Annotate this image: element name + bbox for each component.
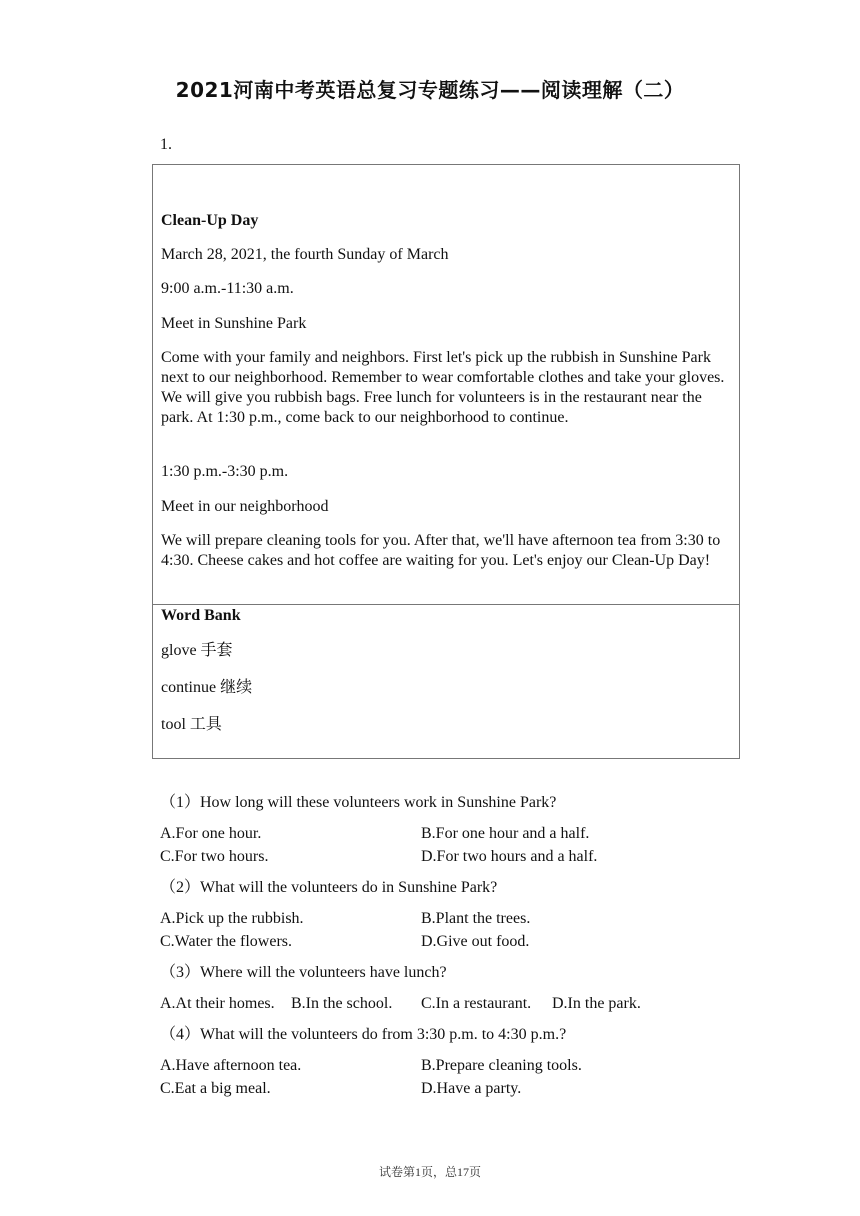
option-a[interactable]: A.Pick up the rubbish. <box>160 910 304 927</box>
option-c[interactable]: C.In a restaurant. <box>421 995 532 1012</box>
word-bank-heading: Word Bank <box>161 607 241 624</box>
afternoon-text: We will prepare cleaning tools for you. After that, we'll have afternoon tea from 3:30 to 4:30. Cheese cakes and hot coffee are waiting for you. Let's enjoy our Clean-Up Day! <box>161 532 721 569</box>
morning-place: Meet in Sunshine Park <box>161 315 307 332</box>
question-number: 1. <box>160 136 172 153</box>
option-a[interactable]: A.For one hour. <box>160 825 262 842</box>
option-a[interactable]: A.At their homes. <box>160 995 275 1012</box>
option-d[interactable]: D.Have a party. <box>421 1080 522 1097</box>
question-stem: （4）What will the volunteers do from 3:30 p.m. to 4:30 p.m.? <box>160 1026 567 1043</box>
option-c[interactable]: C.Eat a big meal. <box>160 1080 271 1097</box>
morning-text: Come with your family and neighbors. First let's pick up the rubbish in Sunshine Park next to our neighborhood. Remember to wear comfortable clothes and take your gloves. We will give you rubbish bags. Free lunch for volunteers is in the restaurant near the park. At 1:30 p.m., come back to our neighborhood to continue. <box>161 349 725 426</box>
option-b[interactable]: B.For one hour and a half. <box>421 825 590 842</box>
option-d[interactable]: D.In the park. <box>552 995 641 1012</box>
word-bank-divider <box>153 604 739 605</box>
word-bank-item: tool 工具 <box>161 716 222 733</box>
word-bank-item: glove 手套 <box>161 642 233 659</box>
option-b[interactable]: B.Prepare cleaning tools. <box>421 1057 582 1074</box>
option-c[interactable]: C.Water the flowers. <box>160 933 292 950</box>
passage-heading: Clean-Up Day <box>161 212 259 229</box>
question-stem: （3）Where will the volunteers have lunch? <box>160 964 447 981</box>
morning-time: 9:00 a.m.-11:30 a.m. <box>161 280 294 297</box>
page-title: 2021河南中考英语总复习专题练习——阅读理解（二） <box>175 78 685 102</box>
option-b[interactable]: B.In the school. <box>291 995 393 1012</box>
passage-box <box>152 164 740 759</box>
passage-date: March 28, 2021, the fourth Sunday of March <box>161 246 449 263</box>
option-b[interactable]: B.Plant the trees. <box>421 910 531 927</box>
option-c[interactable]: C.For two hours. <box>160 848 269 865</box>
word-bank-item: continue 继续 <box>161 679 253 696</box>
option-d[interactable]: D.For two hours and a half. <box>421 848 598 865</box>
option-d[interactable]: D.Give out food. <box>421 933 530 950</box>
question-stem: （2）What will the volunteers do in Sunshine Park? <box>160 879 498 896</box>
option-a[interactable]: A.Have afternoon tea. <box>160 1057 302 1074</box>
afternoon-place: Meet in our neighborhood <box>161 498 329 515</box>
page-footer: 试卷第1页，总17页 <box>378 1165 481 1179</box>
question-stem: （1）How long will these volunteers work in Sunshine Park? <box>160 794 557 811</box>
afternoon-time: 1:30 p.m.-3:30 p.m. <box>161 463 289 480</box>
